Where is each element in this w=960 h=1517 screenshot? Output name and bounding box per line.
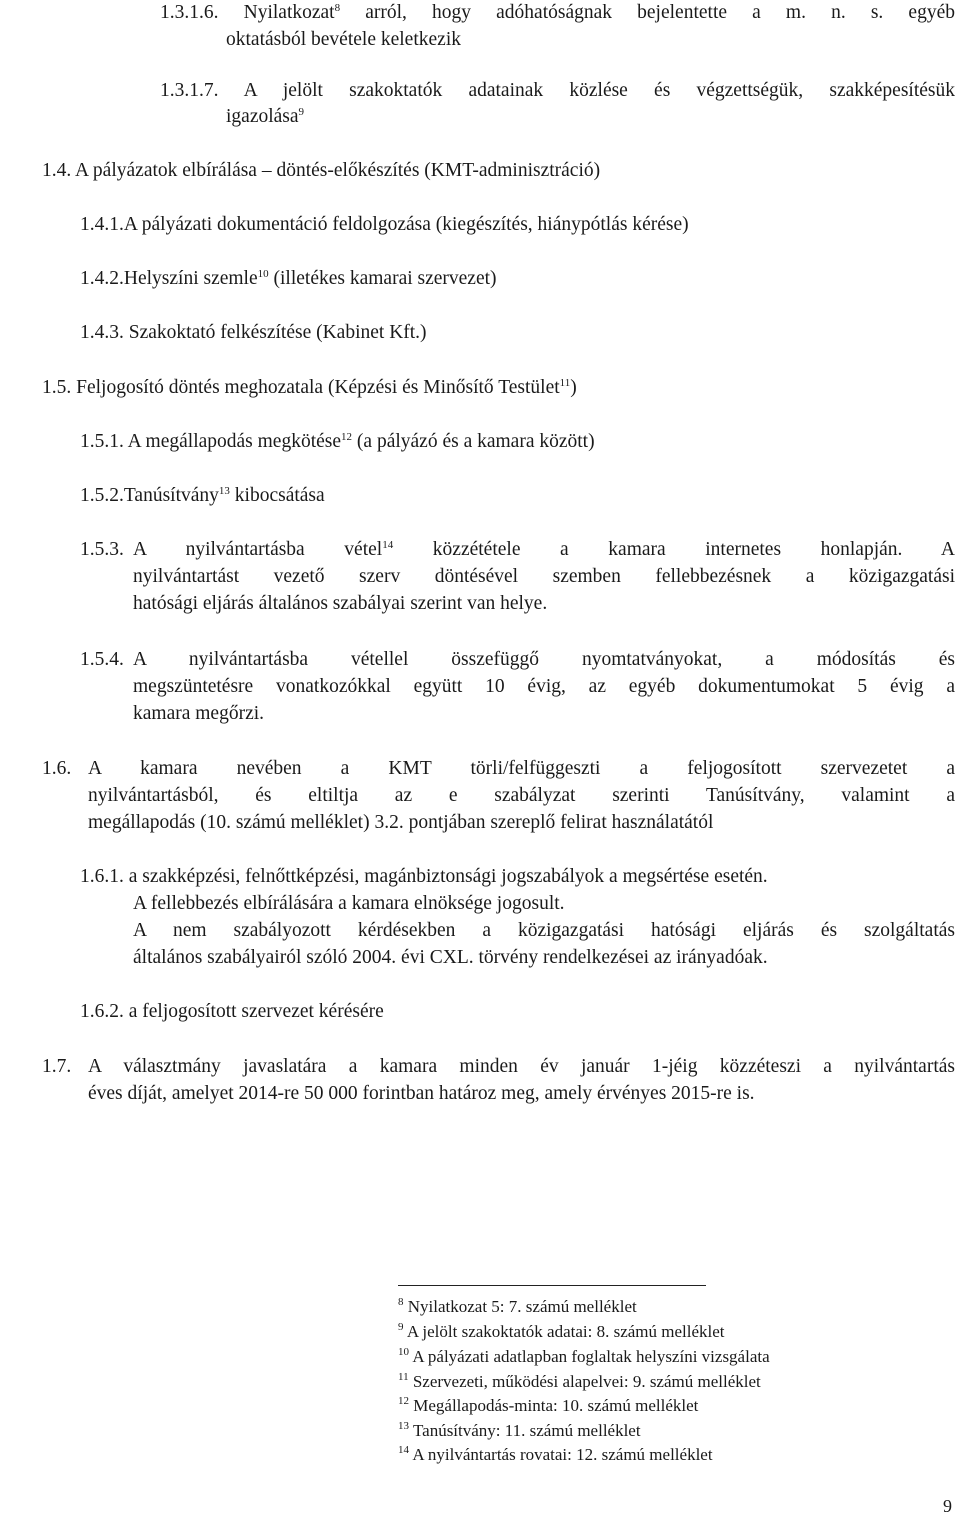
- footnote-ref-14[interactable]: 14: [382, 539, 394, 551]
- item-1-3-1-7-line2: igazolása$^9$: [226, 106, 305, 127]
- footnote-9: $^9$ A jelölt szakoktatók adatai: 8. számú melléklet: [398, 1321, 725, 1341]
- item-1-6-1-line3: A nem szabályozott kérdésekben a közigazgatási hatósági eljárás és szolgáltatás: [133, 920, 955, 941]
- item-1-3-1-6-line1: 1.3.1.6. Nyilatkozat$^8$ arról, hogy adóhatóságnak bejelentette a m. n. s. egyéb: [160, 2, 955, 23]
- item-1-7-line1: A választmány javaslatára a kamara minden év január 1-jéig közzéteszi a nyilvántartás: [88, 1056, 955, 1077]
- item-1-5-3-line1: A nyilvántartásba vétel$^{14}$ közzététele a kamara internetes honlapján. A: [133, 539, 955, 560]
- footnote-ref-8[interactable]: 8: [334, 2, 341, 14]
- footnote-separator: [398, 1285, 706, 1286]
- page-number: 9: [943, 1496, 952, 1516]
- item-1-5: 1.5. Feljogosító döntés meghozatala (Képzési és Minősítő Testület$^{11}$): [42, 377, 577, 398]
- item-1-4-3: 1.4.3. Szakoktató felkészítése (Kabinet Kft.): [80, 322, 427, 343]
- item-1-7-line2: éves díját, amelyet 2014-re 50 000 forintban határoz meg, amely érvényes 2015-re is.: [88, 1083, 755, 1104]
- item-1-6-2: 1.6.2. a feljogosított szervezet kérésére: [80, 1001, 384, 1022]
- item-1-5-3-line3: hatósági eljárás általános szabályai szerint van helye.: [133, 593, 548, 614]
- footnote-12: $^{12}$ Megállapodás-minta: 10. számú melléklet: [398, 1395, 699, 1415]
- item-1-3-1-7-line1: 1.3.1.7. A jelölt szakoktatók adatainak közlése és végzettségük, szakképesítésük: [160, 80, 955, 101]
- footnote-11: $^{11}$ Szervezeti, működési alapelvei: 9. számú melléklet: [398, 1371, 761, 1391]
- footnote-14: $^{14}$ A nyilvántartás rovatai: 12. számú melléklet: [398, 1444, 713, 1464]
- item-1-6-1-line4: általános szabályairól szóló 2004. évi CXL. törvény rendelkezései az irányadóak.: [133, 947, 768, 968]
- footnote-13: $^{13}$ Tanúsítvány: 11. számú melléklet: [398, 1420, 641, 1440]
- item-1-6-1-line2: A fellebbezés elbírálására a kamara elnöksége jogosult.: [133, 893, 565, 914]
- footnote-ref-11[interactable]: 11: [559, 377, 571, 389]
- item-1-3-1-6-line2: oktatásból bevétele keletkezik: [226, 29, 461, 50]
- item-1-5-3-line2: nyilvántartást vezető szerv döntésével szemben fellebbezésnek a közigazgatási: [133, 566, 955, 587]
- item-1-6-line1: A kamara nevében a KMT törli/felfüggeszti a feljogosított szervezetet a: [88, 758, 955, 779]
- footnote-ref-9[interactable]: 9: [298, 106, 305, 118]
- item-1-6-line3: megállapodás (10. számú melléklet) 3.2. pontjában szereplő felirat használatától: [88, 812, 714, 833]
- item-1-5-4-number: 1.5.4.: [80, 649, 124, 670]
- item-1-5-4-line2: megszüntetésre vonatkozókkal együtt 10 évig, az egyéb dokumentumokat 5 évig a: [133, 676, 955, 697]
- item-1-5-4-line1: A nyilvántartásba vétellel összefüggő nyomtatványokat, a módosítás és: [133, 649, 955, 670]
- footnote-8: $^8$ Nyilatkozat 5: 7. számú melléklet: [398, 1296, 637, 1316]
- item-1-6-1-line1: 1.6.1. a szakképzési, felnőttképzési, magánbiztonsági jogszabályok a megsértése esetén.: [80, 866, 768, 887]
- item-1-7-number: 1.7.: [42, 1056, 72, 1077]
- item-1-5-3-number: 1.5.3.: [80, 539, 124, 560]
- item-1-5-2: 1.5.2.Tanúsítvány$^{13}$ kibocsátása: [80, 485, 325, 506]
- footnote-ref-13[interactable]: 13: [218, 485, 230, 497]
- item-1-4-2: 1.4.2.Helyszíni szemle$^{10}$ (illetékes kamarai szervezet): [80, 268, 497, 289]
- item-1-6-number: 1.6.: [42, 758, 72, 779]
- footnote-10: $^{10}$ A pályázati adatlapban foglaltak helyszíni vizsgálata: [398, 1346, 770, 1366]
- item-1-5-4-line3: kamara megőrzi.: [133, 703, 265, 724]
- item-1-4-1: 1.4.1.A pályázati dokumentáció feldolgozása (kiegészítés, hiánypótlás kérése): [80, 214, 689, 235]
- footnote-ref-12[interactable]: 12: [341, 431, 353, 443]
- footnote-ref-10[interactable]: 10: [257, 268, 269, 280]
- item-1-5-1: 1.5.1. A megállapodás megkötése$^{12}$ (a pályázó és a kamara között): [80, 431, 595, 452]
- item-1-6-line2: nyilvántartásból, és eltiltja az e szabályzat szerinti Tanúsítvány, valamint a: [88, 785, 955, 806]
- item-1-4: 1.4. A pályázatok elbírálása – döntés-előkészítés (KMT-adminisztráció): [42, 160, 601, 181]
